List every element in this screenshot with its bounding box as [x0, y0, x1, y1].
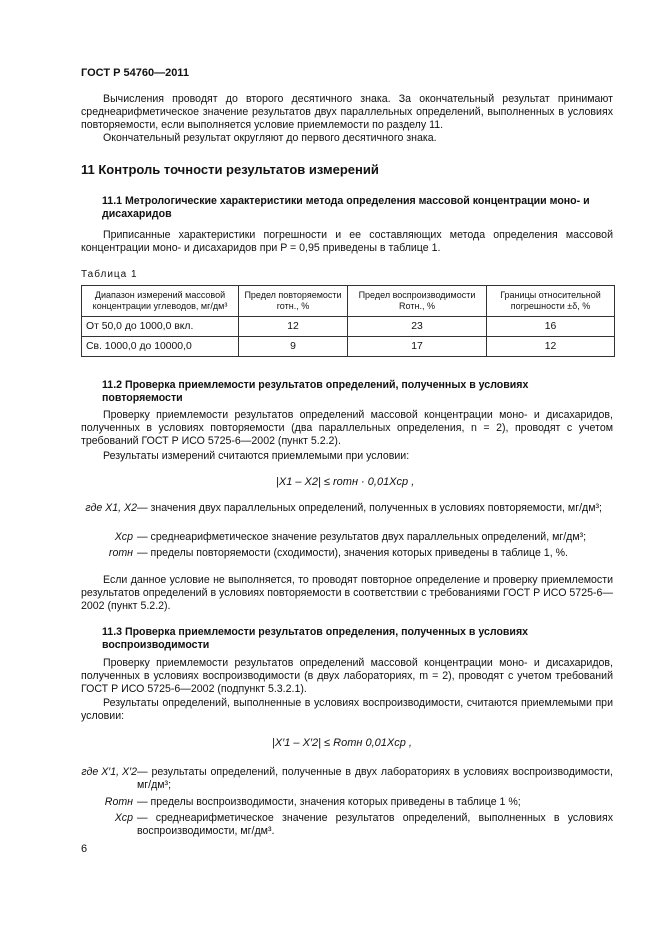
table-cell: 12: [487, 337, 615, 357]
table-cell: 16: [487, 317, 615, 337]
section-11-3-paragraph-1: Проверку приемлемости результатов определений массовой концентрации моно- и дисахаридов, полученных в условиях воспроизводимости (в двух лабораториях, m = 2), проводят с учетом требований ГОСТ Р ИСО 5725-6—2002 (подпункт 5.3.2.1).: [81, 657, 613, 695]
definition-symbol: где X′1, X′2: [81, 766, 137, 778]
definition-symbol: Xср: [114, 531, 133, 543]
definition-text: — среднеарифметическое значение результатов определений, выполненных в условиях воспроизводимости, мг/дм³.: [137, 812, 613, 837]
definition-text: — среднеарифметическое значение результатов двух параллельных определений, мг/дм³;: [137, 531, 587, 543]
intro-paragraph-2: Окончательный результат округляют до первого десятичного знака.: [103, 132, 437, 144]
table-header-range: Диапазон измерений массовой концентрации углеводов, мг/дм³: [82, 286, 239, 317]
table-header-error: Границы относительной погрешности ±δ, %: [487, 286, 615, 317]
formula-reproducibility: |X′1 – X′2| ≤ Rотн 0,01Xср ,: [272, 737, 412, 749]
metrology-table: [81, 285, 615, 357]
section-11-1-title: 11.1 Метрологические характеристики метода определения массовой концентрации моно- и дисахаридов: [102, 195, 590, 220]
definition-text: — пределы воспроизводимости, значения которых приведены в таблице 1 %;: [137, 796, 521, 808]
section-11-3-title: 11.3 Проверка приемлемости результатов определения, полученных в условиях воспроизводимости: [102, 626, 529, 651]
definition-text: — значения двух параллельных определений, полученных в условиях повторяемости, мг/дм³;: [137, 502, 602, 514]
definition-text: — результаты определений, полученные в двух лабораториях в условиях воспроизводимости, мг/дм³;: [137, 766, 613, 791]
table-header-repeatability: Предел повторяемости rотн., %: [239, 286, 348, 317]
definition-text: — пределы повторяемости (сходимости), значения которых приведены в таблице 1, %.: [137, 547, 568, 559]
intro-paragraph-1: Вычисления проводят до второго десятичного знака. За окончательный результат принимают среднеарифметическое значение результатов двух параллельных определений, выполненных в условиях повторяемости, если выполняется условие приемлемости по разделу 11.: [81, 93, 613, 131]
section-11-2-paragraph-2: Результаты измерений считаются приемлемыми при условии:: [103, 450, 410, 462]
definition-symbol: Xср: [114, 812, 133, 824]
table-cell: Св. 1000,0 до 10000,0: [82, 337, 239, 357]
table-row: [82, 317, 615, 337]
section-11-1-text: Приписанные характеристики погрешности и ее составляющих метода определения массовой концентрации моно- и дисахаридов при P = 0,95 приведены в таблице 1.: [81, 229, 613, 254]
page-number: 6: [81, 843, 88, 855]
table-cell: От 50,0 до 1000,0 вкл.: [82, 317, 239, 337]
table-cell: 9: [239, 337, 348, 357]
section-11-title: 11 Контроль точности результатов измерений: [81, 162, 379, 177]
definition-symbol: Rотн: [104, 796, 133, 808]
definition-symbol: rотн: [108, 547, 133, 559]
table-header-row: [82, 286, 615, 317]
table-header-reproducibility: Предел воспроизводимости Rотн., %: [348, 286, 487, 317]
document-code: ГОСТ Р 54760—2011: [81, 67, 189, 79]
table-label: Таблица 1: [81, 269, 138, 280]
table-cell: 17: [348, 337, 487, 357]
section-11-2-paragraph-3: Если данное условие не выполняется, то проводят повторное определение и проверку приемлемости результатов определений в условиях повторяемости в соответствии с требованиями ГОСТ Р ИСО 5725-6—2002 (пункт 5.2.2).: [81, 574, 613, 612]
definition-symbol: где X1, X2: [85, 502, 137, 514]
section-11-2-title: 11.2 Проверка приемлемости результатов определений, полученных в условиях повторяемости: [102, 379, 529, 404]
table-cell: 12: [239, 317, 348, 337]
table-cell: 23: [348, 317, 487, 337]
table-row: [82, 337, 615, 357]
section-11-3-paragraph-2: Результаты определений, выполненные в условиях воспроизводимости, считаются приемлемыми при условии:: [81, 697, 613, 722]
section-11-2-paragraph-1: Проверку приемлемости результатов определений массовой концентрации моно- и дисахаридов, полученных в условиях повторяемости (два параллельных определения, n = 2), проводят с учетом требований ГОСТ Р ИСО 5725-6—2002 (пункт 5.2.2).: [81, 409, 613, 447]
formula-repeatability: |X1 – X2| ≤ rотн · 0,01Xср ,: [276, 476, 415, 488]
